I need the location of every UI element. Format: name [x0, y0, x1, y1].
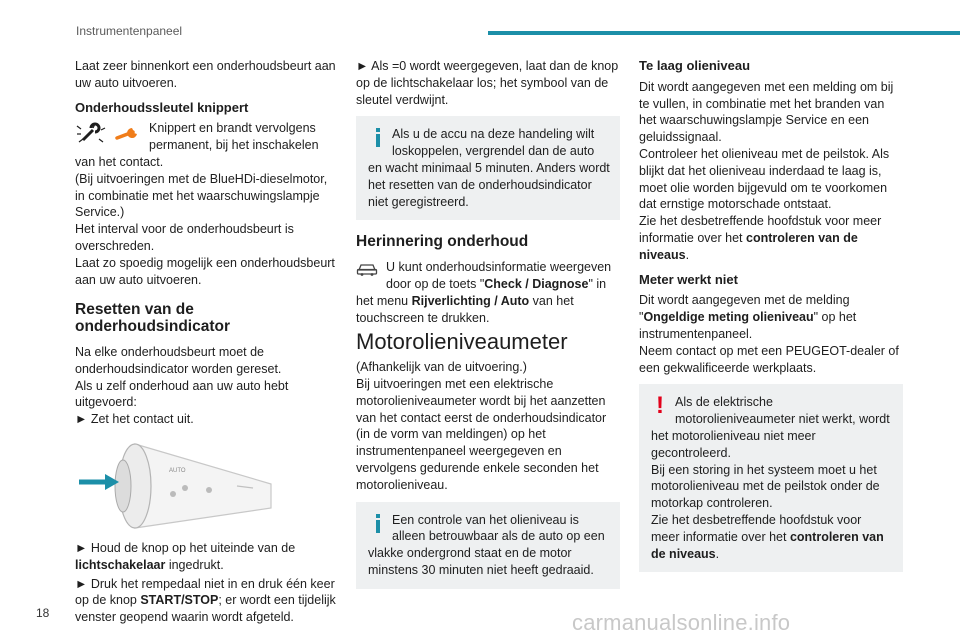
low-oil-heading: Te laag olieniveau: [639, 58, 751, 73]
blink-lead: Knippert en brandt vervolgens permanent, bij het inschakelen van het contact.: [75, 121, 319, 169]
column-2: [356, 58, 620, 603]
light-stalk-illustration: [77, 438, 277, 530]
reminder-text: U kunt onderhoudsinformatie weergeven door op de toets "Check / Diagnose" in het menu Rijverlichting / Auto van het touchscreen te drukken.: [356, 260, 612, 325]
step-hold: ► Houd de knop op het uiteinde van de lichtschakelaar ingedrukt.: [75, 540, 296, 572]
wrench-blink-icon: [75, 122, 141, 151]
check-note: [356, 502, 620, 589]
reminder-block: [356, 259, 620, 326]
oil-text: (Afhankelijk van de uitvoering.) Bij uitvoeringen met een elektrische motorolieniveaumeter wordt bij het aanzetten van het contact eerst de onderhoudsindicator (in de vorm van meldingen) op het instrumentenpaneel weergegeven en vervolgens gedurende enkele seconden het motorolieniveau.: [356, 360, 607, 492]
step-press: ► Druk het rempedaal niet in en druk één keer op de knop START/STOP; er wordt een tijdelijk venster geopend waarin wordt afgeteld.: [75, 576, 336, 625]
battery-note: [356, 116, 620, 220]
intro-text: Laat zeer binnenkort een onderhoudsbeurt aan uw auto uitvoeren.: [75, 59, 336, 90]
page-number: 18: [36, 606, 50, 620]
blink-heading: Onderhoudssleutel knippert: [75, 99, 249, 115]
low-oil-text: Dit wordt aangegeven met een melding om bij te vullen, in combinatie met het branden van het waarschuwingslampje Service en een geluidssignaal. Controleer het olieniveau met de peilstok. Als blijkt dat het olieniveau inderdaad te laag is, moet olie worden bijgevuld om te voorkomen dat ernstige motorschade ontstaat. Zie het desbetreffende hoofdstuk voor meer informatie over het controleren van de niveaus.: [639, 79, 894, 262]
wrench-icon: [117, 128, 137, 138]
reminder-heading: Herinnering onderhoud: [356, 233, 529, 251]
oil-heading: Motorolieniveaumeter: [356, 329, 568, 355]
header-accent-bar: [488, 31, 960, 35]
arrow-icon: [79, 474, 119, 490]
battery-note-text: Als u de accu na deze handeling wilt loskoppelen, vergrendel dan de auto en wacht minimaal 5 minuten. Anders wordt het resetten van de onderhoudsindicator niet geregistreerd.: [368, 127, 610, 209]
watermark: carmanualsonline.info: [572, 610, 791, 635]
meter-warning: [639, 384, 903, 572]
auto-label: AUTO: [169, 467, 186, 474]
info-icon: [370, 128, 386, 147]
reset-text: Na elke onderhoudsbeurt moet de onderhoudsindicator worden gereset. Als u zelf onderhoud aan uw auto hebt uitgevoerd: ► Zet het contact uit.: [75, 344, 289, 427]
car-icon: [356, 261, 378, 282]
column-1: [75, 58, 337, 634]
info-icon: [370, 514, 386, 533]
blink-rest: (Bij uitvoeringen met de BlueHDi-dieselmotor, in combinatie met het waarschuwingslampje Service.) Het interval voor de onderhoudsbeurt is overschreden. Laat zo spoedig mogelijk een onderhoudsbeurt aan uw auto uitvoeren.: [75, 171, 335, 287]
page-header-title: Instrumentenpaneel: [76, 24, 183, 38]
warning-text: Als de elektrische motorolieniveaumeter niet werkt, wordt het motorolieniveau niet meer gecontroleerd. Bij een storing in het systeem moet u het motorolieniveau met de peilstok onder de motorkap controleren. Zie het desbetreffende hoofdstuk voor meer informatie over het controleren van de niveaus.: [651, 395, 890, 561]
meter-text: Dit wordt aangegeven met de melding "Ongeldige meting olieniveau" op het instrumentenpaneel. Neem contact op met een PEUGEOT-dealer of een gekwalificeerde werkplaats.: [639, 293, 899, 375]
column-3: [639, 58, 903, 586]
check-note-text: Een controle van het olieniveau is alleen betrouwbaar als de auto op een vlakke ondergrond staat en de motor minstens 30 minuten niet heeft gedraaid.: [368, 512, 605, 577]
reset-heading: Resetten van de onderhoudsindicator: [75, 301, 230, 336]
release-text: ► Als =0 wordt weergegeven, laat dan de knop op de lichtschakelaar los; het symbool van de sleutel verdwijnt.: [356, 59, 619, 107]
blink-block: [75, 120, 337, 288]
warning-exclamation-icon: !: [656, 392, 664, 420]
meter-heading: Meter werkt niet: [639, 271, 738, 287]
